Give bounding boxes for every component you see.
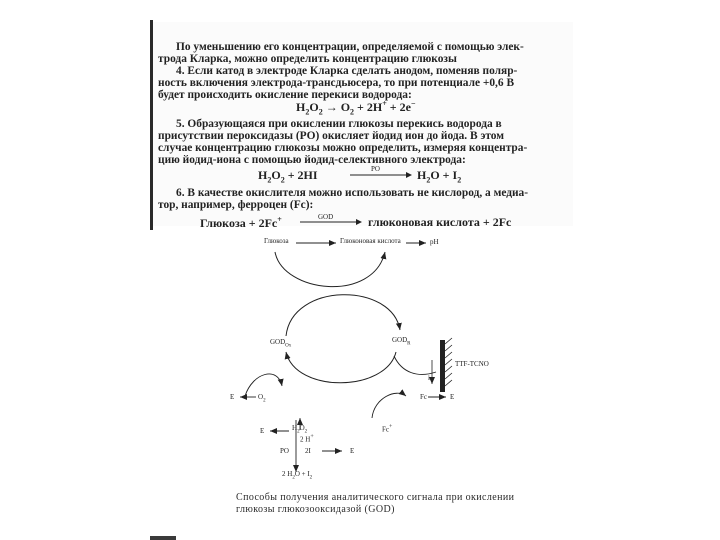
current-label: i (428, 374, 430, 382)
figure-caption-line-1: Способы получения аналитического сигнала при окислении (236, 492, 515, 503)
text-line-10: 6. В качестве окислителя можно использовать не кислород, а медиа- (176, 187, 529, 199)
text-line-8: случае концентрацию глюкозы можно определить, измеряя концентра- (158, 142, 528, 154)
fc-e-label: E (450, 393, 455, 401)
e-left-label: E (230, 393, 235, 401)
two-iodide-label: 2I (305, 447, 311, 455)
god-r-to-electrode-arc (394, 356, 436, 374)
text-line-6: 5. Образующаяся при окислении глюкозы перекись водорода в (176, 118, 502, 130)
equation-2-products: $H_2O + I_2$ (417, 168, 462, 185)
products-label: 2 $H_2O + I_2$ (282, 470, 313, 481)
electrode-body (440, 340, 445, 392)
upper-cycle-arc (275, 252, 385, 287)
text-line-11: тор, например, ферроцен (Fc): (158, 199, 314, 211)
equation-3-catalyst: GOD (318, 213, 334, 221)
equation-3: Глюкоза + 2Fc+ (200, 215, 282, 230)
middle-cycle-upper-arc (286, 295, 400, 336)
text-line-7: присутствии пероксидазы (PO) окисляет йодид ион до йода. В этом (158, 130, 505, 142)
gluconic-acid-label: Глюконовая кислота (340, 237, 401, 245)
fc-plus-label: Fc+ (382, 424, 393, 434)
page-edge-bottom (150, 536, 176, 540)
god-ox-label: $GOD_{Ox}$ (270, 338, 292, 349)
equation-2: $H_2O_2 + 2HI$ (258, 168, 318, 185)
fc-cycle-arc (372, 393, 406, 418)
figure-caption-line-2: глюкозы глюкозооксидазой (GOD) (236, 504, 395, 515)
text-line-9: цию йодид-иона с помощью йодид-селективного электрода: (158, 154, 466, 166)
middle-cycle-lower-arc (286, 352, 396, 383)
electrode-hatching (445, 338, 452, 386)
equation-2-catalyst: PO (371, 165, 380, 173)
two-h-plus-label: 2 H+ (300, 434, 314, 444)
o2-label: $O_2$ (258, 393, 266, 404)
text-line-1: По уменьшению его концентрации, определяемой с помощью элек- (176, 41, 524, 53)
text-line-2: трода Кларка, можно определить концентрацию глюкозы (158, 53, 457, 65)
fc-label: Fc (420, 393, 427, 401)
ph-label: pH (430, 238, 439, 246)
glucose-label: Глюкоза (264, 237, 289, 245)
e-right-label: E (350, 447, 355, 455)
electrode-label: TTF-TCNO (455, 360, 489, 368)
e-h2o2-label: E (260, 427, 265, 435)
h2o2-label: $H_2O_2$ (292, 424, 308, 435)
text-line-4: ность включения электрода-трансдьюсера, то при потенциале +0,6 В (158, 77, 515, 89)
equation-3-products: глюконовая кислота + 2Fc (368, 215, 512, 229)
text-line-5: будет происходить окисление перекиси водорода: (158, 89, 412, 101)
god-r-label: $GOD_R$ (392, 336, 411, 347)
equation-1: $H_2O_2 \to O_2 + 2H^+ + 2e^-$ (296, 99, 416, 117)
text-line-3: 4. Если катод в электроде Кларка сделать анодом, поменяв поляр- (176, 65, 518, 77)
peroxidase-label: PO (280, 447, 289, 455)
